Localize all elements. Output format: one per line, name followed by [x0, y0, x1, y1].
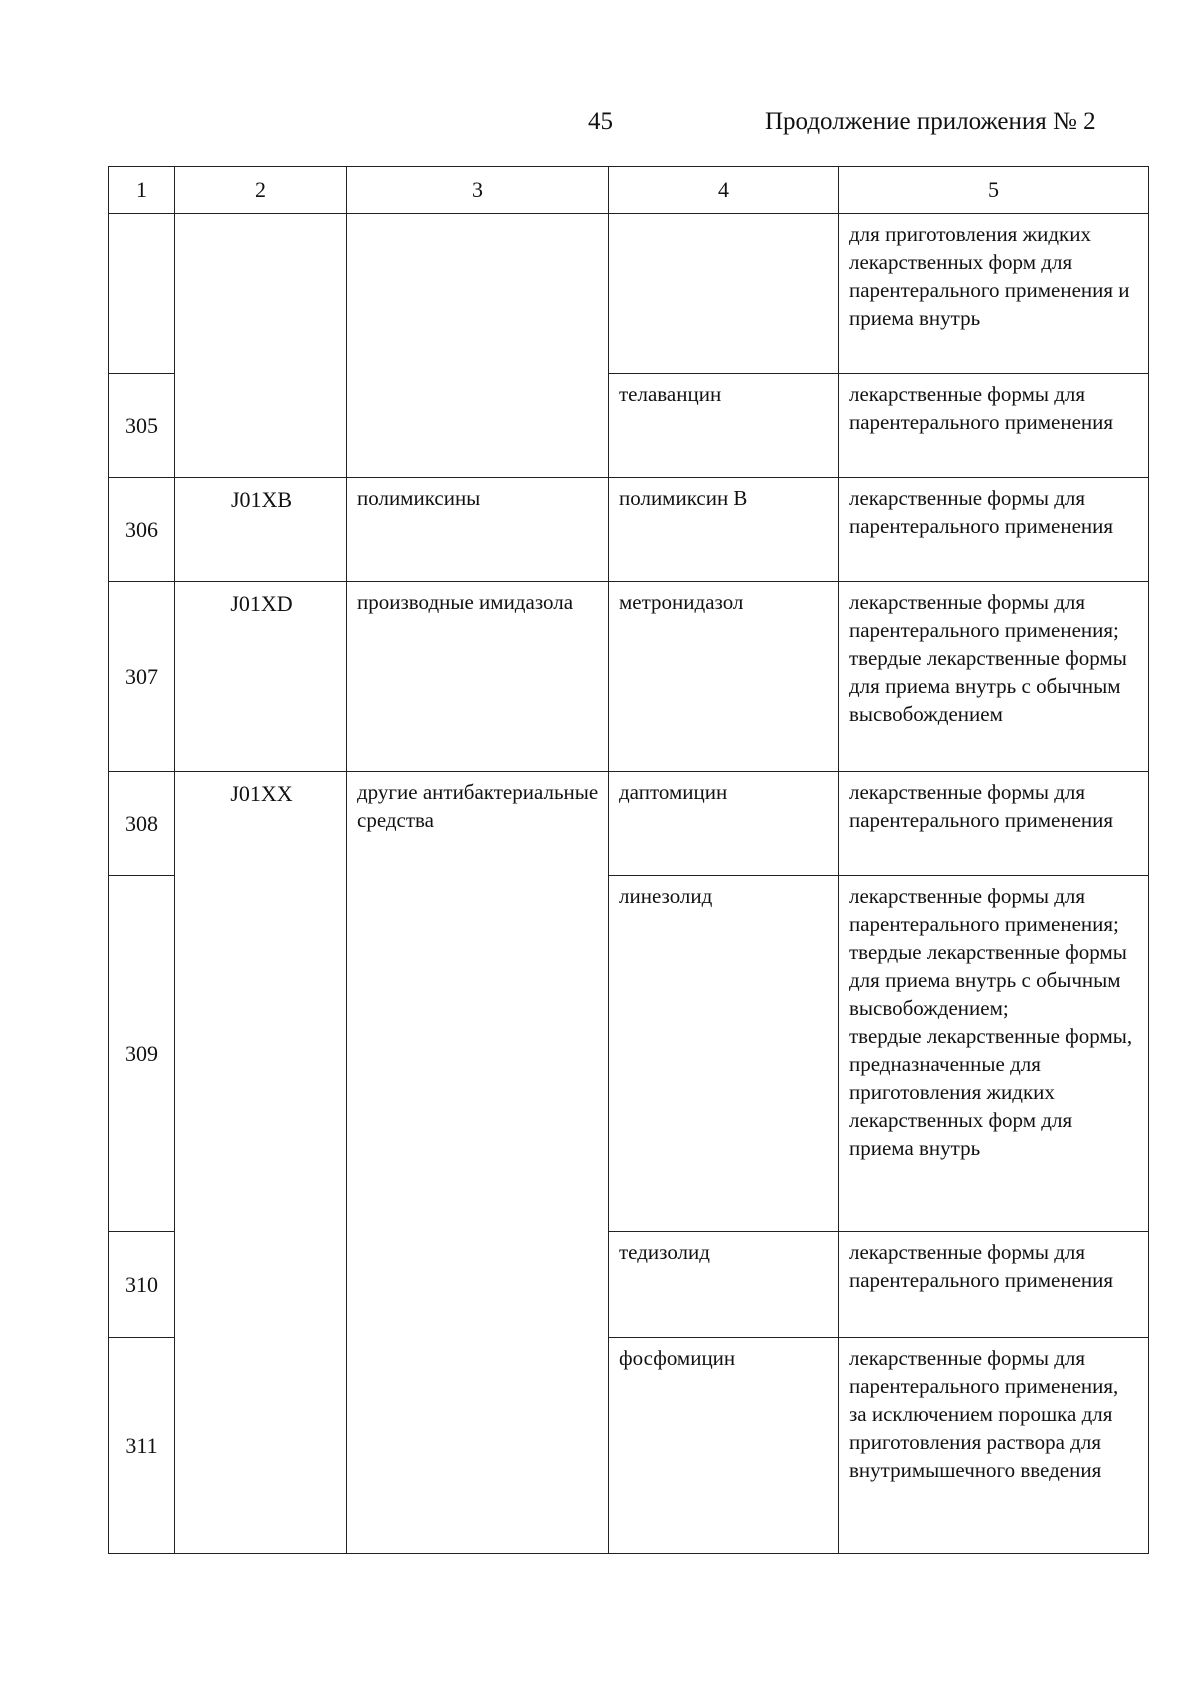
dosage-form: лекарственные формы для парентерального применения, за исключением порошка для приготовления раствора для внутримышечного введения [839, 1338, 1149, 1554]
appendix-continuation-title: Продолжение приложения № 2 [765, 108, 1096, 135]
drug-table [108, 166, 1149, 1554]
drug-name: даптомицин [609, 772, 839, 876]
atc-code: J01XX [175, 772, 347, 1554]
table-row [109, 582, 1149, 772]
row-number: 308 [109, 772, 175, 876]
row-number: 311 [109, 1338, 175, 1554]
column-header-1: 1 [109, 167, 175, 214]
table-row [109, 772, 1149, 876]
table-row-continuation [109, 214, 1149, 374]
drug-name: тедизолид [609, 1232, 839, 1338]
column-header-5: 5 [839, 167, 1149, 214]
drug-name: полимиксин В [609, 478, 839, 582]
row-number: 307 [109, 582, 175, 772]
dosage-form [839, 876, 1149, 1232]
dosage-form [839, 582, 1149, 772]
dosage-form-line: лекарственные формы для парентерального применения; [849, 884, 1119, 936]
group-name: другие антибактериальные средства [347, 772, 609, 1554]
row-number: 310 [109, 1232, 175, 1338]
dosage-form: лекарственные формы для парентерального применения [839, 374, 1149, 478]
table-header-row [109, 167, 1149, 214]
page-number: 45 [588, 108, 613, 135]
column-header-2: 2 [175, 167, 347, 214]
dosage-form-line: твердые лекарственные формы для приема внутрь с обычным высвобождением [849, 646, 1127, 726]
group-cell [347, 214, 609, 478]
dosage-form-line: твердые лекарственные формы для приема внутрь с обычным высвобождением; [849, 940, 1127, 1020]
drug-name: метронидазол [609, 582, 839, 772]
group-name: полимиксины [347, 478, 609, 582]
column-header-4: 4 [609, 167, 839, 214]
drug-name: телаванцин [609, 374, 839, 478]
atc-code: J01XD [175, 582, 347, 772]
column-header-3: 3 [347, 167, 609, 214]
row-number-cell [109, 214, 175, 374]
dosage-form-cell: для приготовления жидких лекарственных форм для парентерального применения и приема внутрь [839, 214, 1149, 374]
row-number: 309 [109, 876, 175, 1232]
atc-code: J01XB [175, 478, 347, 582]
drug-name: линезолид [609, 876, 839, 1232]
row-number: 306 [109, 478, 175, 582]
group-name: производные имидазола [347, 582, 609, 772]
dosage-form: лекарственные формы для парентерального применения [839, 772, 1149, 876]
dosage-form-line: лекарственные формы для парентерального применения; [849, 590, 1119, 642]
table-row [109, 478, 1149, 582]
drug-name: фосфомицин [609, 1338, 839, 1554]
atc-code-cell [175, 214, 347, 478]
drug-name-cell [609, 214, 839, 374]
dosage-form-line: твердые лекарственные формы, предназначенные для приготовления жидких лекарственных форм для приема внутрь [849, 1024, 1133, 1160]
row-number: 305 [109, 374, 175, 478]
dosage-form: лекарственные формы для парентерального применения [839, 1232, 1149, 1338]
dosage-form: лекарственные формы для парентерального применения [839, 478, 1149, 582]
